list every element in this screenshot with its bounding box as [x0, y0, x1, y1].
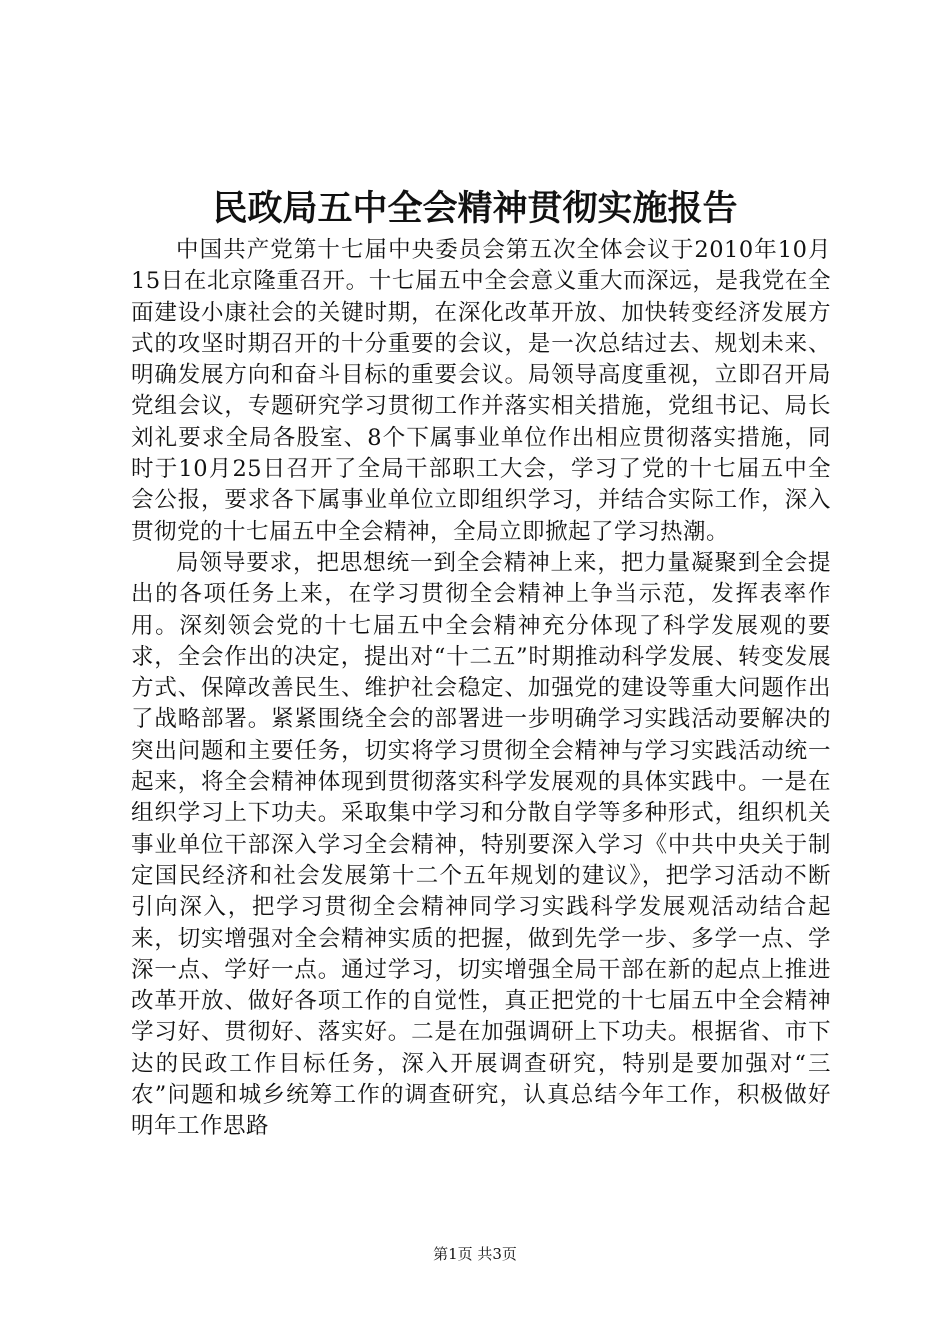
paragraph-2: 局领导要求，把思想统一到全会精神上来，把力量凝聚到全会提出的各项任务上来，在学习贯彻全会精神上争当示范，发挥表率作用。深刻领会党的十七届五中全会精神充分体现了科学发展观的要求，全会作出的决定，提出对“十二五”时期推动科学发展、转变发展方式、保障改善民生、维护社会稳定、加强党的建设等重大问题作出了战略部署。紧紧围绕全会的部署进一步明确学习实践活动要解决的突出问题和主要任务，切实将学习贯彻全会精神与学习实践活动统一起来，将全会精神体现到贯彻落实科学发展观的具体实践中。一是在组织学习上下功夫。采取集中学习和分散自学等多种形式，组织机关事业单位干部深入学习全会精神，特别要深入学习《中共中央关于制定国民经济和社会发展第十二个五年规划的建议》，把学习活动不断引向深入，把学习贯彻全会精神同学习实践科学发展观活动结合起来，切实增强对全会精神实质的把握，做到先学一步、多学一点、学深一点、学好一点。通过学习，切实增强全局干部在新的起点上推进改革开放、做好各项工作的自觉性，真正把党的十七届五中全会精神学习好、贯彻好、落实好。二是在加强调研上下功夫。根据省、市下达的民政工作目标任务，深入开展调查研究，特别是要加强对“三农”问题和城乡统筹工作的调查研究，认真总结今年工作，积极做好明年工作思路	[131, 549, 831, 1140]
paragraph-1: 中国共产党第十七届中央委员会第五次全体会议于2010年10月15日在北京隆重召开。十七届五中全会意义重大而深远，是我党在全面建设小康社会的关键时期，在深化改革开放、加快转变经济发展方式的攻坚时期召开的十分重要的会议，是一次总结过去、规划未来、明确发展方向和奋斗目标的重要会议。局领导高度重视，立即召开局党组会议，专题研究学习贯彻工作并落实相关措施，党组书记、局长刘礼要求全局各股室、8个下属事业单位作出相应贯彻落实措施，同时于10月25日召开了全局干部职工大会，学习了党的十七届五中全会公报，要求各下属事业单位立即组织学习，并结合实际工作，深入贯彻党的十七届五中全会精神，全局立即掀起了学习热潮。	[131, 237, 831, 545]
document-body	[131, 235, 831, 1143]
page-footer: 第1页 共3页	[433, 1245, 517, 1263]
document-title: 民政局五中全会精神贯彻实施报告	[212, 188, 738, 229]
